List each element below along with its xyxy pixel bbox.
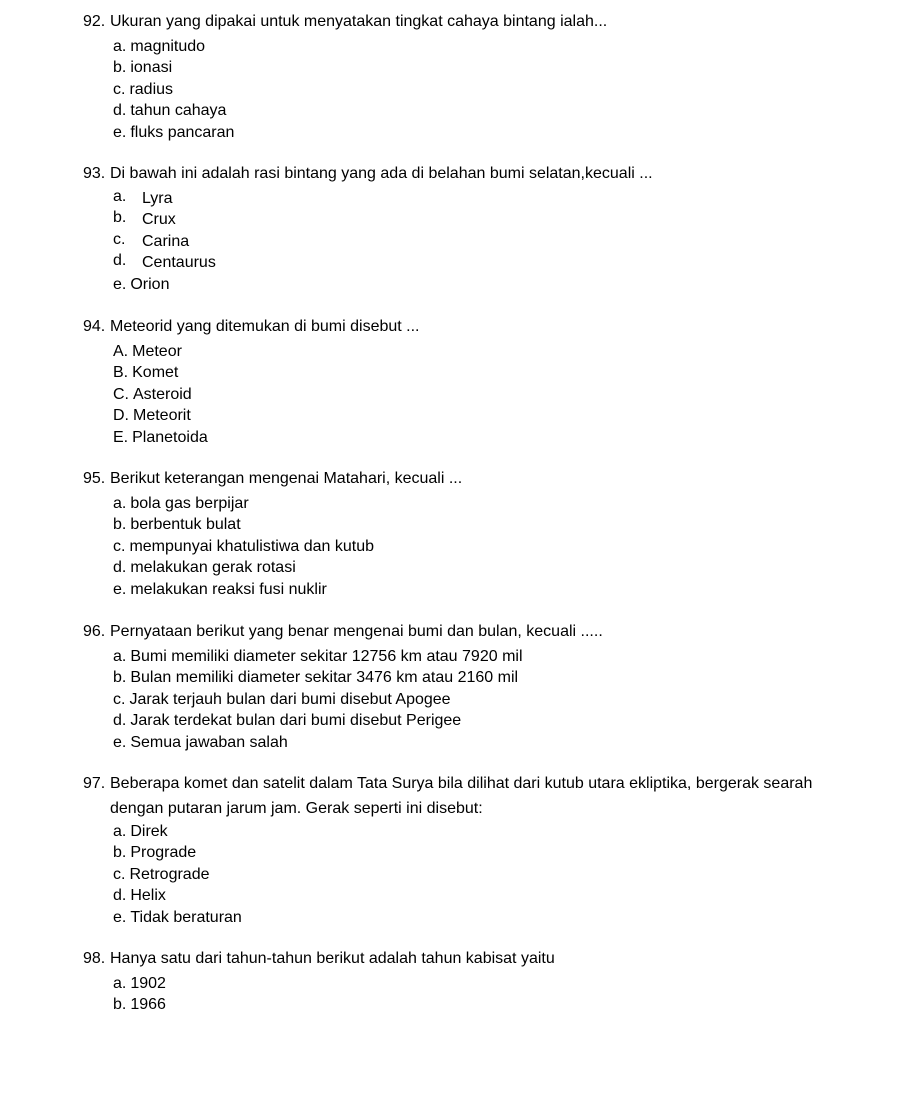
option-list xyxy=(83,973,843,1016)
option-letter: a. xyxy=(113,648,127,665)
option-text: Centaurus xyxy=(142,254,216,272)
option-letter: c. xyxy=(113,537,126,555)
question-95 xyxy=(83,468,843,600)
question-text xyxy=(83,468,843,489)
question-text xyxy=(83,948,843,969)
option-item xyxy=(83,341,843,362)
option-text: Carina xyxy=(142,232,190,250)
option-text: Direk xyxy=(130,823,168,840)
option-text: Tidak beraturan xyxy=(130,908,242,926)
option-item xyxy=(83,188,843,209)
option-letter: b. xyxy=(113,996,127,1014)
option-letter: d. xyxy=(113,887,127,905)
option-list xyxy=(83,646,843,753)
question-number: 92. xyxy=(83,13,106,30)
question-prompt: Meteorid yang ditemukan di bumi disebut ... xyxy=(110,318,420,335)
option-letter: a. xyxy=(113,823,127,840)
option-letter: c. xyxy=(113,690,126,708)
option-letter: A. xyxy=(113,343,129,360)
option-text: melakukan gerak rotasi xyxy=(130,559,296,577)
option-text: Komet xyxy=(132,364,179,382)
option-text: Meteorit xyxy=(133,407,191,425)
option-item xyxy=(83,536,843,557)
option-text: Bumi memiliki diameter sekitar 12756 km atau 7920 mil xyxy=(130,648,523,665)
option-item xyxy=(83,864,843,885)
question-93 xyxy=(83,163,843,295)
option-item xyxy=(83,57,843,78)
option-letter: b. xyxy=(113,669,127,687)
option-text: Orion xyxy=(130,275,170,293)
option-text: 1966 xyxy=(130,996,166,1014)
option-text: Prograde xyxy=(130,844,197,862)
option-item xyxy=(83,274,843,295)
option-item xyxy=(83,514,843,535)
option-text: fluks pancaran xyxy=(130,123,235,141)
option-item xyxy=(83,100,843,121)
option-item xyxy=(83,557,843,578)
option-letter: E. xyxy=(113,428,129,446)
option-item xyxy=(83,36,843,57)
option-text: Crux xyxy=(142,211,176,229)
option-text: Jarak terdekat bulan dari bumi disebut Perigee xyxy=(130,712,462,730)
option-letter: e. xyxy=(113,123,127,141)
question-number: 93. xyxy=(83,165,106,182)
option-text: Asteroid xyxy=(133,385,192,403)
option-list xyxy=(83,341,843,448)
option-item xyxy=(83,79,843,100)
option-letter: b. xyxy=(113,844,127,862)
option-item xyxy=(83,405,843,426)
option-item xyxy=(83,427,843,448)
option-letter: e. xyxy=(113,733,127,751)
option-text: Semua jawaban salah xyxy=(130,733,288,751)
question-text xyxy=(83,11,843,32)
question-prompt: Berikut keterangan mengenai Matahari, kecuali ... xyxy=(110,470,463,487)
option-item xyxy=(83,646,843,667)
option-text: radius xyxy=(129,80,174,98)
option-item xyxy=(83,885,843,906)
option-letter: c. xyxy=(113,230,126,248)
option-letter: b. xyxy=(113,59,127,77)
option-text: Bulan memiliki diameter sekitar 3476 km atau 2160 mil xyxy=(130,669,519,687)
question-text xyxy=(83,621,843,642)
option-list xyxy=(83,821,843,928)
option-text: Lyra xyxy=(142,190,173,207)
option-item xyxy=(83,994,843,1015)
question-number: 98. xyxy=(83,950,106,967)
question-97 xyxy=(83,771,843,928)
question-prompt: Beberapa komet dan satelit dalam Tata Surya bila dilihat dari kutub utara ekliptika, bergerak searah dengan putaran jarum jam. Gerak seperti ini disebut: xyxy=(110,775,813,817)
question-96 xyxy=(83,621,843,753)
option-item xyxy=(83,252,843,273)
question-98 xyxy=(83,948,843,1016)
option-letter: a. xyxy=(113,975,127,992)
option-letter: d. xyxy=(113,712,127,730)
option-letter: d. xyxy=(113,252,127,270)
option-text: Helix xyxy=(130,887,166,905)
option-letter: D. xyxy=(113,407,129,425)
option-item xyxy=(83,710,843,731)
option-text: ionasi xyxy=(130,59,173,77)
question-prompt: Pernyataan berikut yang benar mengenai bumi dan bulan, kecuali ..... xyxy=(110,623,603,640)
option-letter: B. xyxy=(113,364,129,382)
question-number: 94. xyxy=(83,318,106,335)
option-item xyxy=(83,973,843,994)
option-letter: c. xyxy=(113,80,126,98)
option-text: melakukan reaksi fusi nuklir xyxy=(130,580,327,598)
option-list xyxy=(83,188,843,295)
question-prompt: Hanya satu dari tahun-tahun berikut adalah tahun kabisat yaitu xyxy=(110,950,555,967)
option-text: 1902 xyxy=(130,975,166,992)
option-text: mempunyai khatulistiwa dan kutub xyxy=(129,537,375,555)
question-number: 96. xyxy=(83,623,106,640)
option-item xyxy=(83,231,843,252)
question-text xyxy=(83,163,843,184)
option-letter: e. xyxy=(113,275,127,293)
option-item xyxy=(83,907,843,928)
option-text: Planetoida xyxy=(132,428,208,446)
option-text: Meteor xyxy=(132,343,182,360)
option-letter: a. xyxy=(113,188,127,205)
option-list xyxy=(83,36,843,143)
option-item xyxy=(83,821,843,842)
option-text: tahun cahaya xyxy=(130,102,227,120)
question-number: 95. xyxy=(83,470,106,487)
option-text: bola gas berpijar xyxy=(130,495,249,512)
option-text: magnitudo xyxy=(130,38,206,55)
option-letter: a. xyxy=(113,495,127,512)
option-letter: b. xyxy=(113,209,127,227)
option-letter: C. xyxy=(113,385,129,403)
option-item xyxy=(83,209,843,230)
option-letter: d. xyxy=(113,102,127,120)
question-94 xyxy=(83,316,843,448)
option-item xyxy=(83,667,843,688)
option-item xyxy=(83,122,843,143)
option-item xyxy=(83,384,843,405)
question-text xyxy=(83,771,843,821)
option-text: Jarak terjauh bulan dari bumi disebut Apogee xyxy=(129,690,451,708)
question-text xyxy=(83,316,843,337)
option-item xyxy=(83,842,843,863)
question-prompt: Di bawah ini adalah rasi bintang yang ada di belahan bumi selatan,kecuali ... xyxy=(110,165,653,182)
option-item xyxy=(83,362,843,383)
option-item xyxy=(83,493,843,514)
option-letter: a. xyxy=(113,38,127,55)
option-letter: e. xyxy=(113,908,127,926)
option-text: Retrograde xyxy=(129,865,210,883)
question-prompt: Ukuran yang dipakai untuk menyatakan tingkat cahaya bintang ialah... xyxy=(110,13,608,30)
option-item xyxy=(83,689,843,710)
option-list xyxy=(83,493,843,600)
question-number: 97. xyxy=(83,775,106,792)
question-92 xyxy=(83,11,843,143)
option-letter: b. xyxy=(113,516,127,534)
option-item xyxy=(83,579,843,600)
option-item xyxy=(83,732,843,753)
option-letter: d. xyxy=(113,559,127,577)
option-text: berbentuk bulat xyxy=(130,516,241,534)
option-letter: c. xyxy=(113,865,126,883)
option-letter: e. xyxy=(113,580,127,598)
